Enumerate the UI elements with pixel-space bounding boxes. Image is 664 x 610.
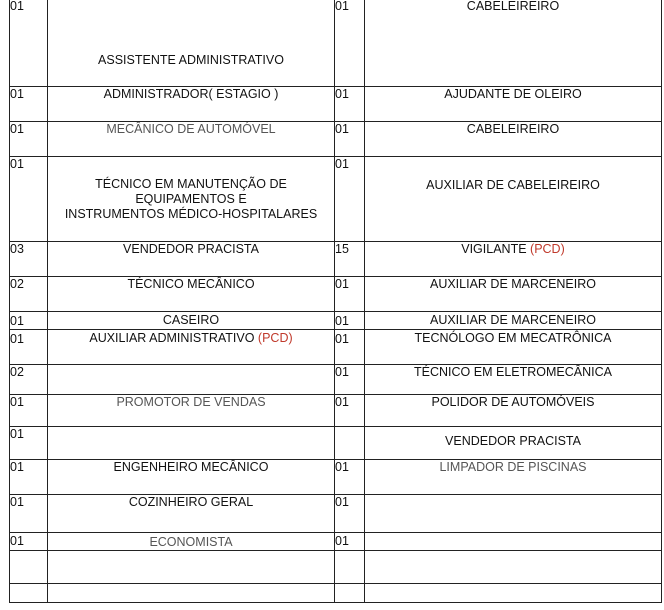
right-job-title <box>365 495 662 533</box>
job-openings-table <box>9 0 662 603</box>
table-row <box>10 495 662 533</box>
table-row <box>10 242 662 277</box>
empty-cell <box>335 551 365 584</box>
empty-cell <box>365 551 662 584</box>
left-quantity: 01 <box>10 495 48 533</box>
right-job-title: LIMPADOR DE PISCINAS <box>365 460 662 495</box>
right-quantity: 01 <box>335 157 365 242</box>
left-quantity: 01 <box>10 87 48 122</box>
table-row <box>10 533 662 551</box>
right-job-title: AUXILIAR DE MARCENEIRO <box>365 312 662 330</box>
right-quantity: 01 <box>335 533 365 551</box>
table-row <box>10 427 662 460</box>
table-row <box>10 277 662 312</box>
table-row <box>10 157 662 242</box>
left-quantity: 03 <box>10 242 48 277</box>
right-job-title: CABELEIREIRO <box>365 0 662 87</box>
left-quantity: 01 <box>10 460 48 495</box>
right-quantity: 01 <box>335 0 365 87</box>
empty-cell <box>335 584 365 603</box>
right-job-title: TÉCNICO EM ELETROMECÂNICA <box>365 365 662 395</box>
left-job-title: COZINHEIRO GERAL <box>48 495 335 533</box>
pcd-tag: (PCD) <box>257 331 293 345</box>
left-job-title: ECONOMISTA <box>48 533 335 551</box>
empty-cell <box>48 584 335 603</box>
empty-cell <box>365 584 662 603</box>
left-quantity: 02 <box>10 365 48 395</box>
right-quantity: 01 <box>335 330 365 365</box>
left-quantity: 01 <box>10 0 48 87</box>
right-quantity: 01 <box>335 87 365 122</box>
left-quantity: 01 <box>10 395 48 427</box>
left-job-title-line: EQUIPAMENTOS E <box>135 191 247 206</box>
left-job-title: TÉCNICO MECÂNICO <box>48 277 335 312</box>
left-quantity: 01 <box>10 312 48 330</box>
right-quantity: 01 <box>335 395 365 427</box>
empty-cell <box>48 551 335 584</box>
right-job-title <box>365 533 662 551</box>
left-quantity: 01 <box>10 122 48 157</box>
empty-cell <box>10 551 48 584</box>
left-job-title-line: INSTRUMENTOS MÉDICO-HOSPITALARES <box>64 206 318 221</box>
left-job-title: MECÂNICO DE AUTOMÓVEL <box>48 122 335 157</box>
pcd-tag: (PCD) <box>530 242 565 256</box>
table-row <box>10 330 662 365</box>
right-job-title: POLIDOR DE AUTOMÓVEIS <box>365 395 662 427</box>
left-job-title <box>48 427 335 460</box>
left-job-title <box>48 365 335 395</box>
left-job-title <box>48 330 335 365</box>
right-job-title: AUXILIAR DE CABELEIREIRO <box>365 157 662 242</box>
right-job-title <box>365 242 662 277</box>
table-row <box>10 584 662 603</box>
right-quantity: 01 <box>335 495 365 533</box>
job-title-text: VIGILANTE <box>461 242 527 256</box>
left-job-title: PROMOTOR DE VENDAS <box>48 395 335 427</box>
right-job-title: CABELEIREIRO <box>365 122 662 157</box>
left-job-title: ENGENHEIRO MECÂNICO <box>48 460 335 495</box>
table-row <box>10 395 662 427</box>
right-job-title: AJUDANTE DE OLEIRO <box>365 87 662 122</box>
table-row <box>10 460 662 495</box>
left-job-title: ADMINISTRADOR( ESTAGIO ) <box>48 87 335 122</box>
left-job-title: VENDEDOR PRACISTA <box>48 242 335 277</box>
right-quantity: 01 <box>335 365 365 395</box>
left-quantity: 01 <box>10 427 48 460</box>
table-row <box>10 312 662 330</box>
left-job-title-line: TÉCNICO EM MANUTENÇÃO DE <box>95 176 287 191</box>
job-title-text: AUXILIAR ADMINISTRATIVO <box>89 331 255 345</box>
right-job-title: VENDEDOR PRACISTA <box>365 427 662 460</box>
table-row <box>10 122 662 157</box>
left-quantity: 01 <box>10 533 48 551</box>
right-quantity: 15 <box>335 242 365 277</box>
table-row <box>10 87 662 122</box>
table-row <box>10 365 662 395</box>
left-quantity: 02 <box>10 277 48 312</box>
right-job-title: TECNÓLOGO EM MECATRÔNICA <box>365 330 662 365</box>
left-quantity: 01 <box>10 330 48 365</box>
table-row <box>10 551 662 584</box>
left-quantity: 01 <box>10 157 48 242</box>
right-quantity <box>335 427 365 460</box>
right-quantity: 01 <box>335 277 365 312</box>
left-job-title: ASSISTENTE ADMINISTRATIVO <box>48 0 335 87</box>
left-job-title: CASEIRO <box>48 312 335 330</box>
left-job-title <box>48 157 335 242</box>
table-row <box>10 0 662 87</box>
right-quantity: 01 <box>335 312 365 330</box>
right-job-title: AUXILIAR DE MARCENEIRO <box>365 277 662 312</box>
empty-cell <box>10 584 48 603</box>
right-quantity: 01 <box>335 122 365 157</box>
right-quantity: 01 <box>335 460 365 495</box>
